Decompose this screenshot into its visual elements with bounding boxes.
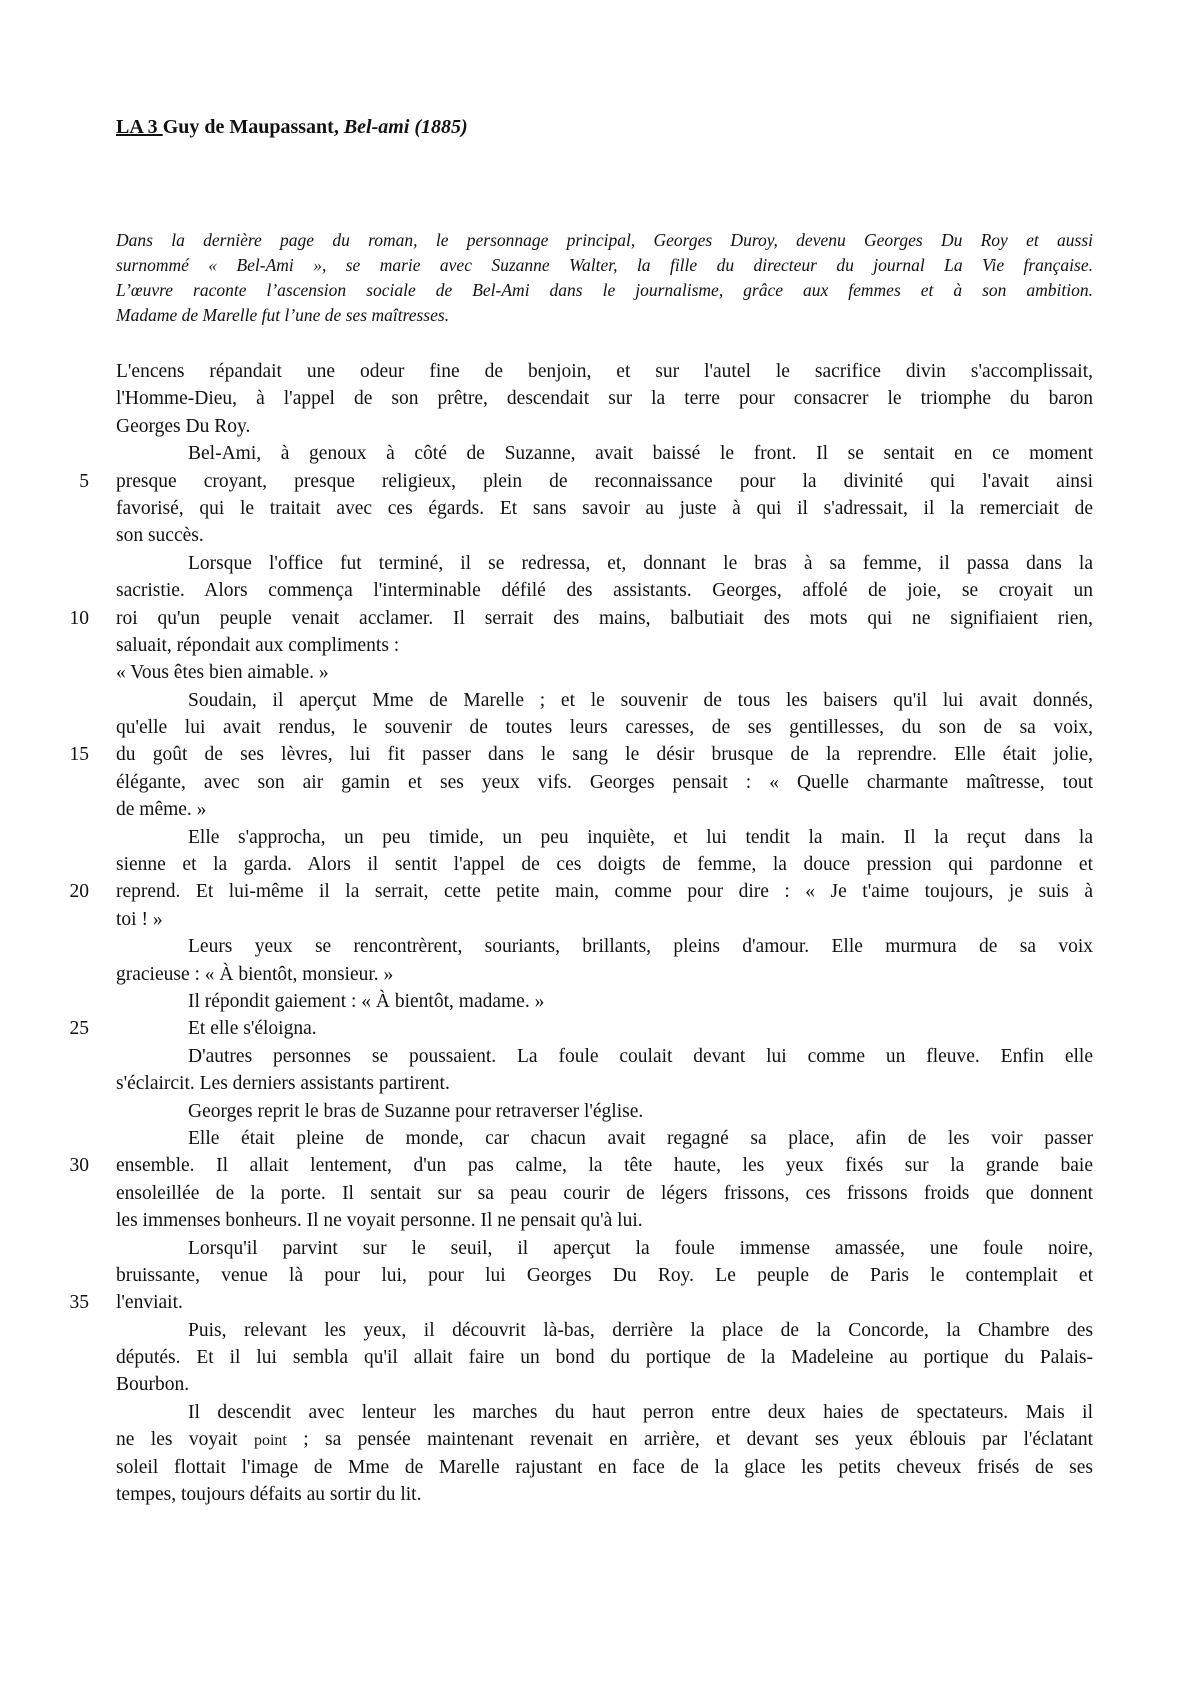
text-line: soleil flottait l'image de Mme de Marelle rajustant en face de la glace les petits cheveux frisés de ses — [116, 1456, 1093, 1478]
text-line: s'éclaircit. Les derniers assistants partirent. — [116, 1073, 450, 1095]
text-line: Soudain, il aperçut Mme de Marelle ; et le souvenir de tous les baisers qu'il lui avait donnés, — [188, 689, 1093, 711]
text-line-wrap — [69, 605, 1093, 632]
intro-line: Dans la dernière page du roman, le personnage principal, Georges Duroy, devenu Georges Du Roy et aussi — [116, 230, 1093, 250]
text-line: l'enviait. — [116, 1292, 183, 1314]
line-number: 25 — [69, 1018, 89, 1040]
line-number: 15 — [69, 744, 89, 766]
text-line: Elle était pleine de monde, car chacun avait regagné sa place, afin de les voir passer — [188, 1127, 1093, 1149]
text-line: Lorsque l'office fut terminé, il se redressa, et, donnant le bras à sa femme, il passa dans la — [188, 552, 1093, 574]
text-line: toi ! » — [116, 908, 163, 930]
text-line: qu'elle lui avait rendus, le souvenir de toutes leurs caresses, de ses gentillesses, du son de sa voix, — [116, 717, 1093, 739]
text-line: Bourbon. — [116, 1374, 190, 1396]
text-line: ensemble. Il allait lentement, d'un pas calme, la tête haute, les yeux fixés sur la grande baie — [116, 1155, 1093, 1177]
line-number: 30 — [69, 1155, 89, 1177]
text-line: « Vous êtes bien aimable. » — [116, 662, 329, 684]
text-line: roi qu'un peuple venait acclamer. Il serrait des mains, balbutiait des mots qui ne signifiaient rien, — [116, 607, 1093, 629]
text-line: bruissante, venue là pour lui, pour lui Georges Du Roy. Le peuple de Paris le contemplait et — [116, 1264, 1093, 1286]
text-line: sienne et la garda. Alors il sentit l'appel de ces doigts de femme, la douce pression qui pardonne et — [116, 854, 1093, 876]
text-line: presque croyant, presque religieux, plein de reconnaissance pour la divinité qui l'avait ainsi — [116, 470, 1093, 492]
text-line: députés. Et il lui sembla qu'il allait faire un bond du portique de la Madeleine au portique du Palais- — [116, 1347, 1093, 1369]
text-line-wrap — [69, 1152, 1093, 1179]
page-title — [116, 116, 468, 139]
text-fragment-small: point — [253, 1432, 287, 1450]
text-line: les immenses bonheurs. Il ne voyait personne. Il ne pensait qu'à lui. — [116, 1210, 643, 1232]
text-line-wrap — [69, 1289, 1093, 1316]
text-line: saluait, répondait aux compliments : — [116, 634, 400, 656]
text-line: sacristie. Alors commença l'interminable défilé des assistants. Georges, affolé de joie, se croyait un — [116, 580, 1093, 602]
text-line: son succès. — [116, 525, 204, 547]
text-line: de même. » — [116, 799, 207, 821]
text-line: Lorsqu'il parvint sur le seuil, il aperçut la foule immense amassée, une foule noire, — [188, 1237, 1093, 1259]
text-line: D'autres personnes se poussaient. La foule coulait devant lui comme un fleuve. Enfin elle — [188, 1045, 1093, 1067]
text-line: l'Homme-Dieu, à l'appel de son prêtre, descendait sur la terre pour consacrer le triomphe du baron — [116, 388, 1093, 410]
excerpt-text — [69, 358, 1093, 1508]
text-line: Puis, relevant les yeux, il découvrit là-bas, derrière la place de la Concorde, la Chambre des — [188, 1319, 1093, 1341]
introduction-paragraph — [116, 228, 1093, 328]
author-name: Guy de Maupassant, — [162, 116, 344, 138]
intro-line: Madame de Marelle fut l’une de ses maîtresses. — [116, 305, 450, 325]
text-line: Et elle s'éloigna. — [188, 1018, 317, 1040]
text-line: L'encens répandait une odeur fine de benjoin, et sur l'autel le sacrifice divin s'accomplissait, — [116, 361, 1093, 382]
text-line: Elle s'approcha, un peu timide, un peu inquiète, et lui tendit la main. Il la reçut dans la — [188, 826, 1093, 848]
intro-line: surnommé « Bel-Ami », se marie avec Suzanne Walter, la fille du directeur du journal La Vie française. — [116, 255, 1093, 275]
text-line: Georges Du Roy. — [116, 415, 251, 437]
text-line: Bel-Ami, à genoux à côté de Suzanne, avait baissé le front. Il se sentait en ce moment — [188, 443, 1093, 465]
text-line: gracieuse : « À bientôt, monsieur. » — [116, 963, 394, 985]
text-fragment: ne les voyait — [116, 1429, 254, 1451]
text-line-wrap — [79, 468, 1093, 495]
text-line: favorisé, qui le traitait avec ces égards. Et sans savoir au juste à qui il s'adressait, il la remerciait de — [116, 497, 1093, 519]
text-line: reprend. Et lui-même il la serrait, cette petite main, comme pour dire : « Je t'aime toujours, je suis à — [116, 881, 1093, 903]
text-line-wrap — [69, 741, 1093, 768]
reading-number: LA 3 — [116, 116, 163, 138]
text-line: Georges reprit le bras de Suzanne pour retraverser l'église. — [188, 1100, 644, 1122]
line-number: 35 — [69, 1292, 89, 1314]
text-line: ensoleillée de la porte. Il sentait sur sa peau courir de légers frissons, ces frissons froids que donnent — [116, 1182, 1093, 1204]
text-line-wrap — [69, 1015, 1093, 1042]
work-title: Bel-ami (1885) — [343, 116, 468, 138]
text-line: Il répondit gaiement : « À bientôt, madame. » — [188, 990, 545, 1012]
text-line: élégante, avec son air gamin et ses yeux vifs. Georges pensait : « Quelle charmante maîtresse, tout — [116, 771, 1093, 793]
text-line: du goût de ses lèvres, lui fit passer dans le sang le désir brusque de la reprendre. Elle était jolie, — [116, 744, 1093, 766]
text-line: Leurs yeux se rencontrèrent, souriants, brillants, pleins d'amour. Elle murmura de sa voix — [188, 936, 1093, 958]
line-number: 5 — [79, 470, 89, 492]
text-line: tempes, toujours défaits au sortir du lit. — [116, 1484, 422, 1506]
text-line — [116, 1426, 1093, 1453]
text-line: Il descendit avec lenteur les marches du haut perron entre deux haies de spectateurs. Mais il — [188, 1401, 1093, 1423]
line-number: 20 — [69, 881, 89, 903]
text-fragment: ; sa pensée maintenant revenait en arrière, et devant ses yeux éblouis par l'éclatant — [286, 1429, 1093, 1451]
line-number: 10 — [69, 607, 89, 629]
text-line-wrap — [69, 878, 1093, 905]
intro-line: L’œuvre raconte l’ascension sociale de Bel-Ami dans le journalisme, grâce aux femmes et à son ambition. — [116, 280, 1093, 300]
